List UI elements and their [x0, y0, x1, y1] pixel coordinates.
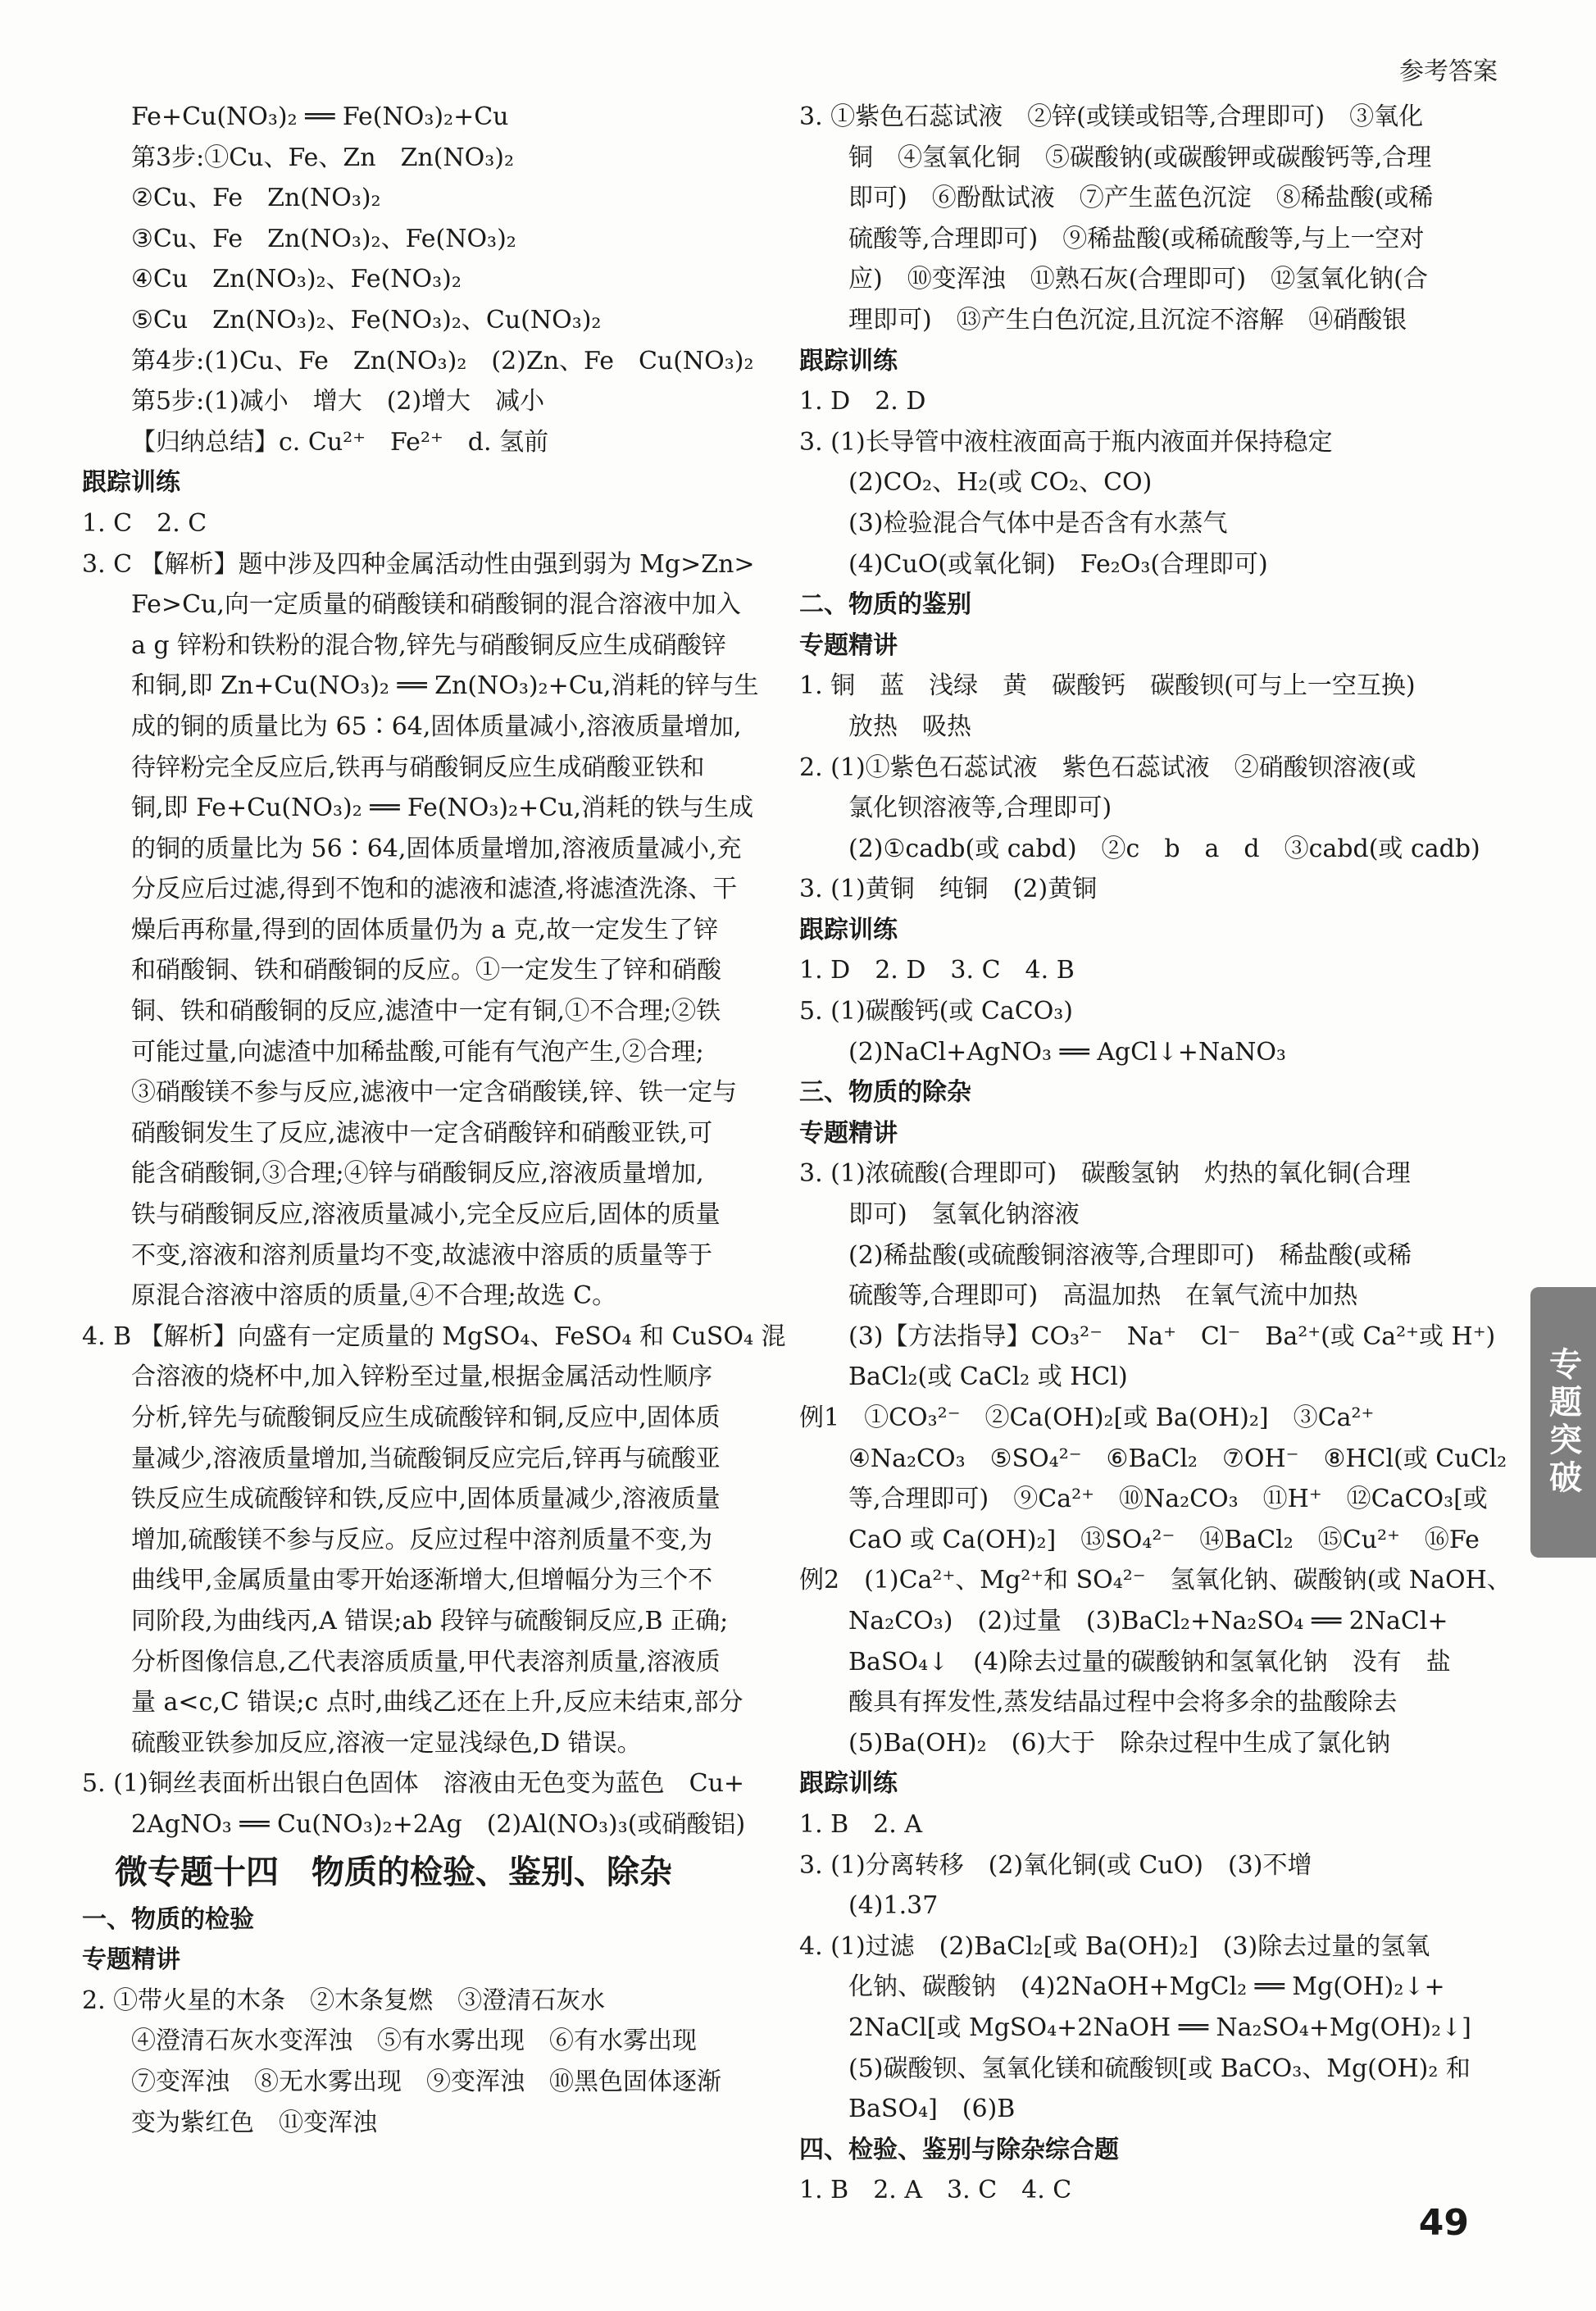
text-line: 2AgNO₃ ══ Cu(NO₃)₂+2Ag (2)Al(NO₃)₃(或硝酸铝): [131, 1809, 746, 1839]
section-heading: 专题精讲: [799, 1118, 898, 1148]
text-line: 成的铜的质量比为 65∶64,固体质量减小,溶液质量增加,: [131, 712, 742, 741]
section-heading: 跟踪训练: [82, 468, 180, 498]
text-line: 待锌粉完全反应后,铁再与硝酸铜反应生成硝酸亚铁和: [131, 753, 705, 782]
text-line: 铁与硝酸铜反应,溶液质量减小,完全反应后,固体的质量: [131, 1200, 721, 1230]
section-tab: [1530, 1287, 1596, 1558]
section-heading: 四、检验、鉴别与除杂综合题: [799, 2135, 1119, 2164]
text-line: 3. (1)黄铜 纯铜 (2)黄铜: [799, 875, 1098, 904]
text-line: ⑦变浑浊 ⑧无水雾出现 ⑨变浑浊 ⑩黑色固体逐渐: [131, 2067, 721, 2096]
text-line: 1. B 2. A: [799, 1809, 923, 1839]
text-line: 铁反应生成硫酸锌和铁,反应中,固体质量减少,溶液质量: [131, 1485, 721, 1514]
text-line: 的铜的质量比为 56∶64,固体质量增加,溶液质量减小,充: [131, 834, 742, 863]
text-line: 可能过量,向滤渣中加稀盐酸,可能有气泡产生,②合理;: [131, 1037, 704, 1067]
section-heading: 二、物质的鉴别: [799, 590, 971, 620]
section-heading: 跟踪训练: [799, 915, 898, 944]
text-line: 3. C 【解析】题中涉及四种金属活动性由强到弱为 Mg>Zn>: [82, 549, 755, 579]
section-heading: 一、物质的检验: [82, 1904, 254, 1934]
text-line: (4)1.37: [848, 1891, 939, 1921]
text-line: 1. D 2. D 3. C 4. B: [799, 956, 1075, 985]
text-line: 1. 铜 蓝 浅绿 黄 碳酸钙 碳酸钡(可与上一空互换): [799, 671, 1416, 701]
text-line: ③硝酸镁不参与反应,滤液中一定含硝酸镁,锌、铁一定与: [131, 1078, 738, 1108]
page-number: 49: [1418, 2202, 1469, 2244]
text-line: (5)碳酸钡、氢氧化镁和硫酸钡[或 BaCO₃、Mg(OH)₂ 和: [848, 2054, 1471, 2083]
text-line: 硫酸等,合理即可) ⑨稀盐酸(或稀硫酸等,与上一空对: [848, 224, 1425, 253]
text-line: (2)NaCl+AgNO₃ ══ AgCl↓+NaNO₃: [848, 1037, 1286, 1067]
text-line: (4)CuO(或氧化铜) Fe₂O₃(合理即可): [848, 549, 1268, 579]
text-line: 分反应后过滤,得到不饱和的滤液和滤渣,将滤渣洗涤、干: [131, 875, 738, 904]
text-line: BaSO₄] (6)B: [848, 2095, 1016, 2124]
text-line: 即可) 氢氧化钠溶液: [848, 1200, 1080, 1230]
text-line: 【归纳总结】c. Cu²⁺ Fe²⁺ d. 氢前: [131, 427, 549, 457]
text-line: 酸具有挥发性,蒸发结晶过程中会将多余的盐酸除去: [848, 1688, 1398, 1717]
text-line: 1. C 2. C: [82, 508, 207, 538]
text-line: (2)①cadb(或 cabd) ②c b a d ③cabd(或 cadb): [848, 834, 1480, 863]
text-line: 量 a<c,C 错误;c 点时,曲线乙还在上升,反应未结束,部分: [131, 1688, 743, 1717]
text-line: Fe+Cu(NO₃)₂ ══ Fe(NO₃)₂+Cu: [131, 102, 509, 131]
text-line: 第3步:①Cu、Fe、Zn Zn(NO₃)₂: [131, 143, 515, 172]
text-line: 应) ⑩变浑浊 ⑪熟石灰(合理即可) ⑫氢氧化钠(合: [848, 265, 1428, 294]
text-line: 第4步:(1)Cu、Fe Zn(NO₃)₂ (2)Zn、Fe Cu(NO₃)₂: [131, 346, 754, 375]
text-line: (3)【方法指导】CO₃²⁻ Na⁺ Cl⁻ Ba²⁺(或 Ca²⁺或 H⁺): [848, 1322, 1496, 1351]
text-line: 第5步:(1)减小 增大 (2)增大 减小: [131, 387, 545, 416]
text-line: BaSO₄↓ (4)除去过量的碳酸钠和氢氧化钠 没有 盐: [848, 1647, 1451, 1676]
text-line: CaO 或 Ca(OH)₂] ⑬SO₄²⁻ ⑭BaCl₂ ⑮Cu²⁺ ⑯Fe: [848, 1525, 1480, 1554]
text-line: a g 锌粉和铁粉的混合物,锌先与硝酸铜反应生成硝酸锌: [131, 630, 726, 660]
text-line: 4. B 【解析】向盛有一定质量的 MgSO₄、FeSO₄ 和 CuSO₄ 混: [82, 1322, 786, 1351]
text-line: ⑤Cu Zn(NO₃)₂、Fe(NO₃)₂、Cu(NO₃)₂: [131, 305, 602, 334]
text-line: 和铜,即 Zn+Cu(NO₃)₂ ══ Zn(NO₃)₂+Cu,消耗的锌与生: [131, 671, 759, 701]
text-line: (3)检验混合气体中是否含有水蒸气: [848, 508, 1228, 538]
text-line: 5. (1)碳酸钙(或 CaCO₃): [799, 997, 1074, 1026]
section-heading: 跟踪训练: [799, 346, 898, 375]
text-line: 理即可) ⑬产生白色沉淀,且沉淀不溶解 ⑭硝酸银: [848, 305, 1407, 334]
text-line: BaCl₂(或 CaCl₂ 或 HCl): [848, 1362, 1128, 1392]
text-line: ④澄清石灰水变浑浊 ⑤有水雾出现 ⑥有水雾出现: [131, 2027, 697, 2056]
text-line: 铜 ④氢氧化铜 ⑤碳酸钠(或碳酸钾或碳酸钙等,合理: [848, 143, 1432, 172]
text-line: 5. (1)铜丝表面析出银白色固体 溶液由无色变为蓝色 Cu+: [82, 1769, 745, 1799]
text-line: 化钠、碳酸钠 (4)2NaOH+MgCl₂ ══ Mg(OH)₂↓+: [848, 1972, 1445, 2002]
text-line: 2NaCl[或 MgSO₄+2NaOH ══ Na₂SO₄+Mg(OH)₂↓]: [848, 2013, 1471, 2042]
text-line: Fe>Cu,向一定质量的硝酸镁和硝酸铜的混合溶液中加入: [131, 590, 741, 620]
text-line: 变为紫红色 ⑪变浑浊: [131, 2108, 377, 2137]
text-line: 同阶段,为曲线丙,A 错误;ab 段锌与硫酸铜反应,B 正确;: [131, 1606, 729, 1635]
text-line: 曲线甲,金属质量由零开始逐渐增大,但增幅分为三个不: [131, 1566, 713, 1595]
text-line: 量减少,溶液质量增加,当硫酸铜反应完后,锌再与硫酸亚: [131, 1444, 721, 1473]
text-line: 铜,即 Fe+Cu(NO₃)₂ ══ Fe(NO₃)₂+Cu,消耗的铁与生成: [131, 794, 754, 823]
text-line: (5)Ba(OH)₂ (6)大于 除杂过程中生成了氯化钠: [848, 1728, 1391, 1758]
text-line: 硫酸亚铁参加反应,溶液一定显浅绿色,D 错误。: [131, 1728, 642, 1758]
text-line: 1. D 2. D: [799, 387, 926, 416]
right-column: [799, 97, 1512, 2211]
text-line: Na₂CO₃) (2)过量 (3)BaCl₂+Na₂SO₄ ══ 2NaCl+: [848, 1606, 1448, 1635]
text-line: 分析,锌先与硫酸铜反应生成硫酸锌和铜,反应中,固体质: [131, 1403, 721, 1432]
text-line: 和硝酸铜、铁和硝酸铜的反应。①一定发生了锌和硝酸: [131, 956, 721, 985]
text-line: 燥后再称量,得到的固体质量仍为 a 克,故一定发生了锌: [131, 915, 719, 944]
text-line: 等,合理即可) ⑨Ca²⁺ ⑩Na₂CO₃ ⑪H⁺ ⑫CaCO₃[或: [848, 1485, 1488, 1514]
text-line: 硝酸铜发生了反应,滤液中一定含硝酸锌和硝酸亚铁,可: [131, 1118, 713, 1148]
text-line: ②Cu、Fe Zn(NO₃)₂: [131, 184, 381, 213]
text-line: 即可) ⑥酚酞试液 ⑦产生蓝色沉淀 ⑧稀盐酸(或稀: [848, 184, 1434, 213]
text-line: 例2 (1)Ca²⁺、Mg²⁺和 SO₄²⁻ 氢氧化钠、碳酸钠(或 NaOH、: [799, 1566, 1512, 1595]
text-line: 合溶液的烧杯中,加入锌粉至过量,根据金属活动性顺序: [131, 1362, 713, 1392]
text-line: ③Cu、Fe Zn(NO₃)₂、Fe(NO₃)₂: [131, 224, 516, 253]
section-heading: 跟踪训练: [799, 1769, 898, 1799]
text-line: 放热 吸热: [848, 712, 971, 741]
text-line: ④Cu Zn(NO₃)₂、Fe(NO₃)₂: [131, 265, 462, 294]
chapter-title: 微专题十四 物质的检验、鉴别、除杂: [115, 1853, 672, 1891]
text-line: 能含硝酸铜,③合理;④锌与硝酸铜反应,溶液质量增加,: [131, 1159, 704, 1189]
text-line: 3. ①紫色石蕊试液 ②锌(或镁或铝等,合理即可) ③氧化: [799, 102, 1424, 131]
text-line: (2)稀盐酸(或硫酸铜溶液等,合理即可) 稀盐酸(或稀: [848, 1240, 1412, 1270]
text-line: 增加,硫酸镁不参与反应。反应过程中溶剂质量不变,为: [131, 1525, 713, 1554]
text-line: 3. (1)长导管中液柱液面高于瓶内液面并保持稳定: [799, 427, 1333, 457]
text-line: 4. (1)过滤 (2)BaCl₂[或 Ba(OH)₂] (3)除去过量的氢氧: [799, 1931, 1430, 1961]
text-line: 氯化钡溶液等,合理即可): [848, 794, 1112, 823]
text-line: 不变,溶液和溶剂质量均不变,故滤液中溶质的质量等于: [131, 1240, 713, 1270]
text-line: 1. B 2. A 3. C 4. C: [799, 2176, 1072, 2205]
page-header: 参考答案: [1399, 57, 1498, 86]
left-column: [82, 97, 786, 2143]
section-heading: 三、物质的除杂: [799, 1078, 971, 1108]
text-line: 3. (1)浓硫酸(合理即可) 碳酸氢钠 灼热的氧化铜(合理: [799, 1159, 1411, 1189]
section-heading: 专题精讲: [799, 630, 898, 660]
section-tab-label: 专题突破: [1544, 1347, 1582, 1498]
text-line: 硫酸等,合理即可) 高温加热 在氧气流中加热: [848, 1281, 1358, 1311]
text-line: ④Na₂CO₃ ⑤SO₄²⁻ ⑥BaCl₂ ⑦OH⁻ ⑧HCl(或 CuCl₂: [848, 1444, 1507, 1473]
text-line: 2. (1)①紫色石蕊试液 紫色石蕊试液 ②硝酸钡溶液(或: [799, 753, 1416, 782]
text-line: 2. ①带火星的木条 ②木条复燃 ③澄清石灰水: [82, 1986, 606, 2015]
text-line: 3. (1)分离转移 (2)氧化铜(或 CuO) (3)不增: [799, 1850, 1312, 1880]
section-heading: 专题精讲: [82, 1945, 180, 1975]
text-line: (2)CO₂、H₂(或 CO₂、CO): [848, 468, 1153, 498]
text-line: 例1 ①CO₃²⁻ ②Ca(OH)₂[或 Ba(OH)₂] ③Ca²⁺: [799, 1403, 1375, 1432]
text-line: 原混合溶液中溶质的质量,④不合理;故选 C。: [131, 1281, 617, 1311]
text-line: 分析图像信息,乙代表溶质质量,甲代表溶剂质量,溶液质: [131, 1647, 721, 1676]
text-line: 铜、铁和硝酸铜的反应,滤渣中一定有铜,①不合理;②铁: [131, 997, 721, 1026]
